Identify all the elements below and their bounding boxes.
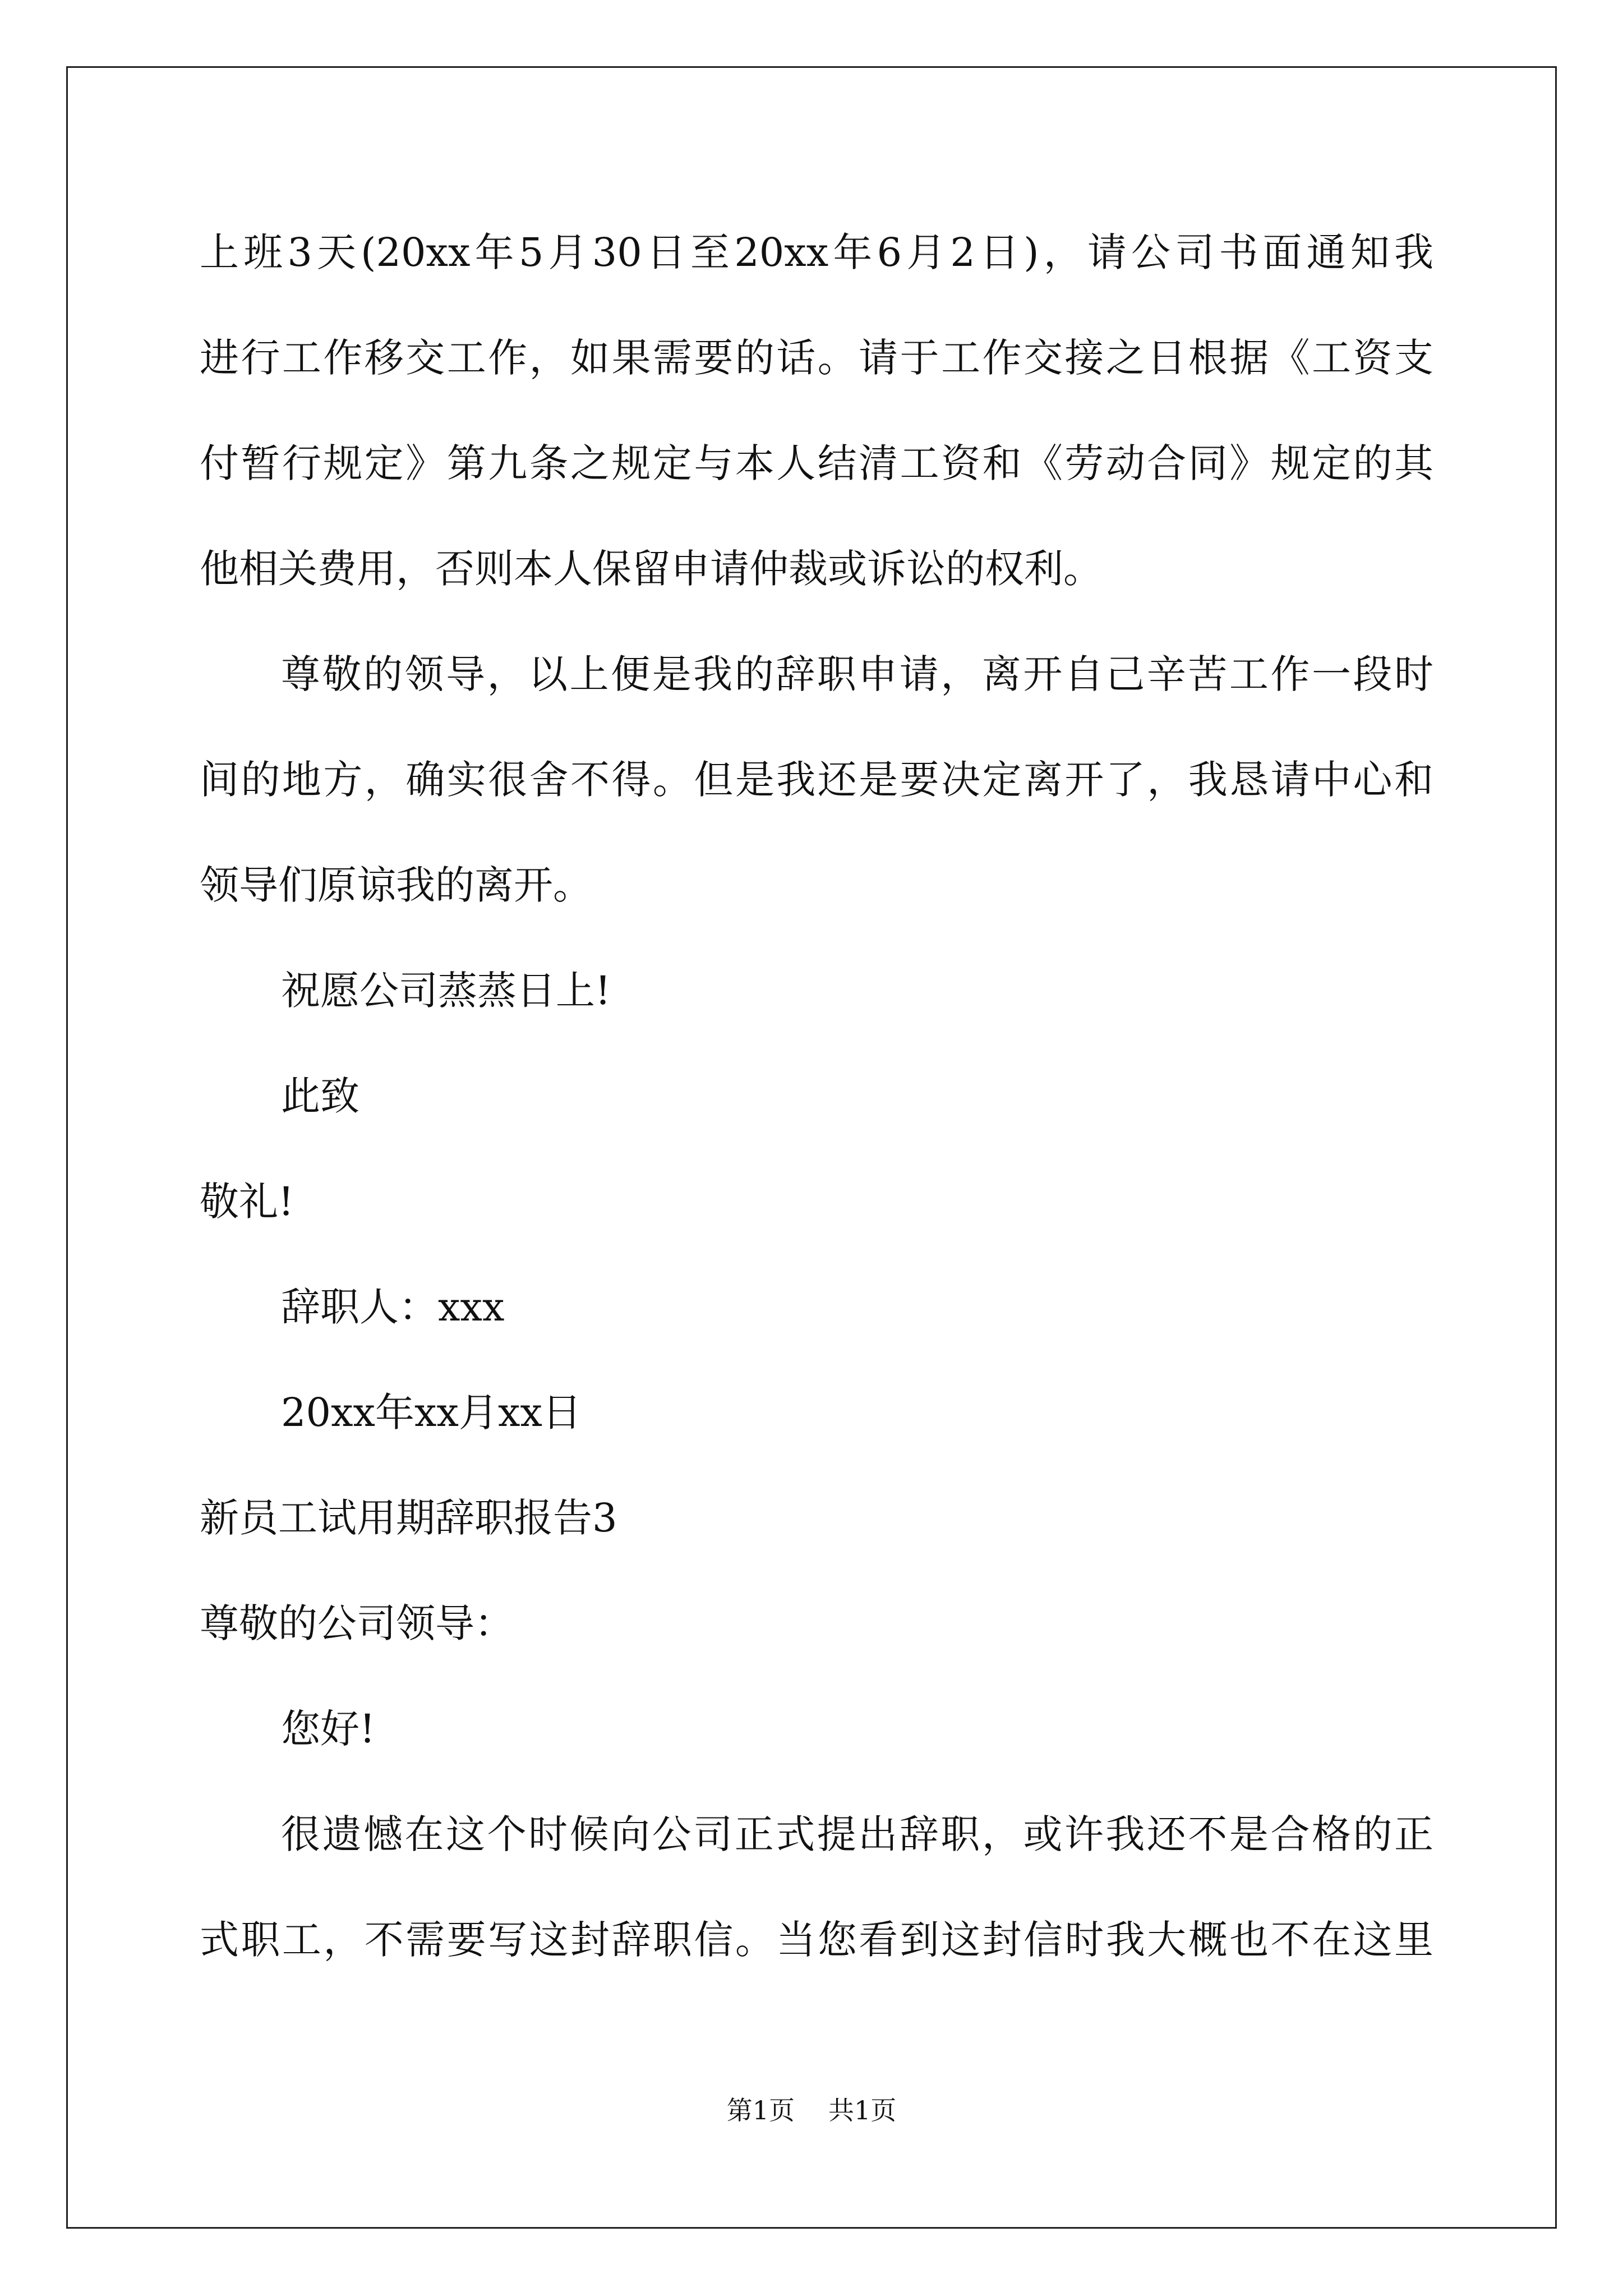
paragraph-line: 很遗憾在这个时候向公司正式提出辞职，或许我还不是合格的正 <box>281 1811 1433 1857</box>
date-line: 20xx年xx月xx日 <box>281 1389 582 1435</box>
page-total: 共1页 <box>828 2095 897 2125</box>
signature-line: 辞职人：xxx <box>281 1284 505 1330</box>
paragraph-line: 领导们原谅我的离开。 <box>200 862 592 908</box>
closing-line: 此致 <box>281 1073 359 1119</box>
paragraph-line: 他相关费用，否则本人保留申请仲裁或诉讼的权利。 <box>200 546 1103 592</box>
paragraph-line: 间的地方，确实很舍不得。但是我还是要决定离开了，我恳请中心和 <box>200 757 1433 803</box>
salutation-line: 敬礼! <box>200 1179 294 1225</box>
greeting-line: 您好! <box>281 1706 376 1752</box>
addressee-line: 尊敬的公司领导： <box>200 1600 514 1646</box>
page-footer <box>0 2093 1623 2127</box>
paragraph-line: 尊敬的领导，以上便是我的辞职申请，离开自己辛苦工作一段时 <box>281 651 1433 697</box>
document-body <box>200 219 1433 2012</box>
section-title: 新员工试用期辞职报告3 <box>200 1495 617 1541</box>
paragraph-line: 式职工，不需要写这封辞职信。当您看到这封信时我大概也不在这里 <box>200 1917 1433 1963</box>
paragraph-line: 付暂行规定》第九条之规定与本人结清工资和《劳动合同》规定的其 <box>200 440 1433 486</box>
blessing-line: 祝愿公司蒸蒸日上! <box>281 968 611 1014</box>
paragraph-line: 上班3天(20xx年5月30日至20xx年6月2日)，请公司书面通知我 <box>200 229 1433 275</box>
page-number: 第1页 <box>726 2095 795 2125</box>
paragraph-line: 进行工作移交工作，如果需要的话。请于工作交接之日根据《工资支 <box>200 335 1433 381</box>
